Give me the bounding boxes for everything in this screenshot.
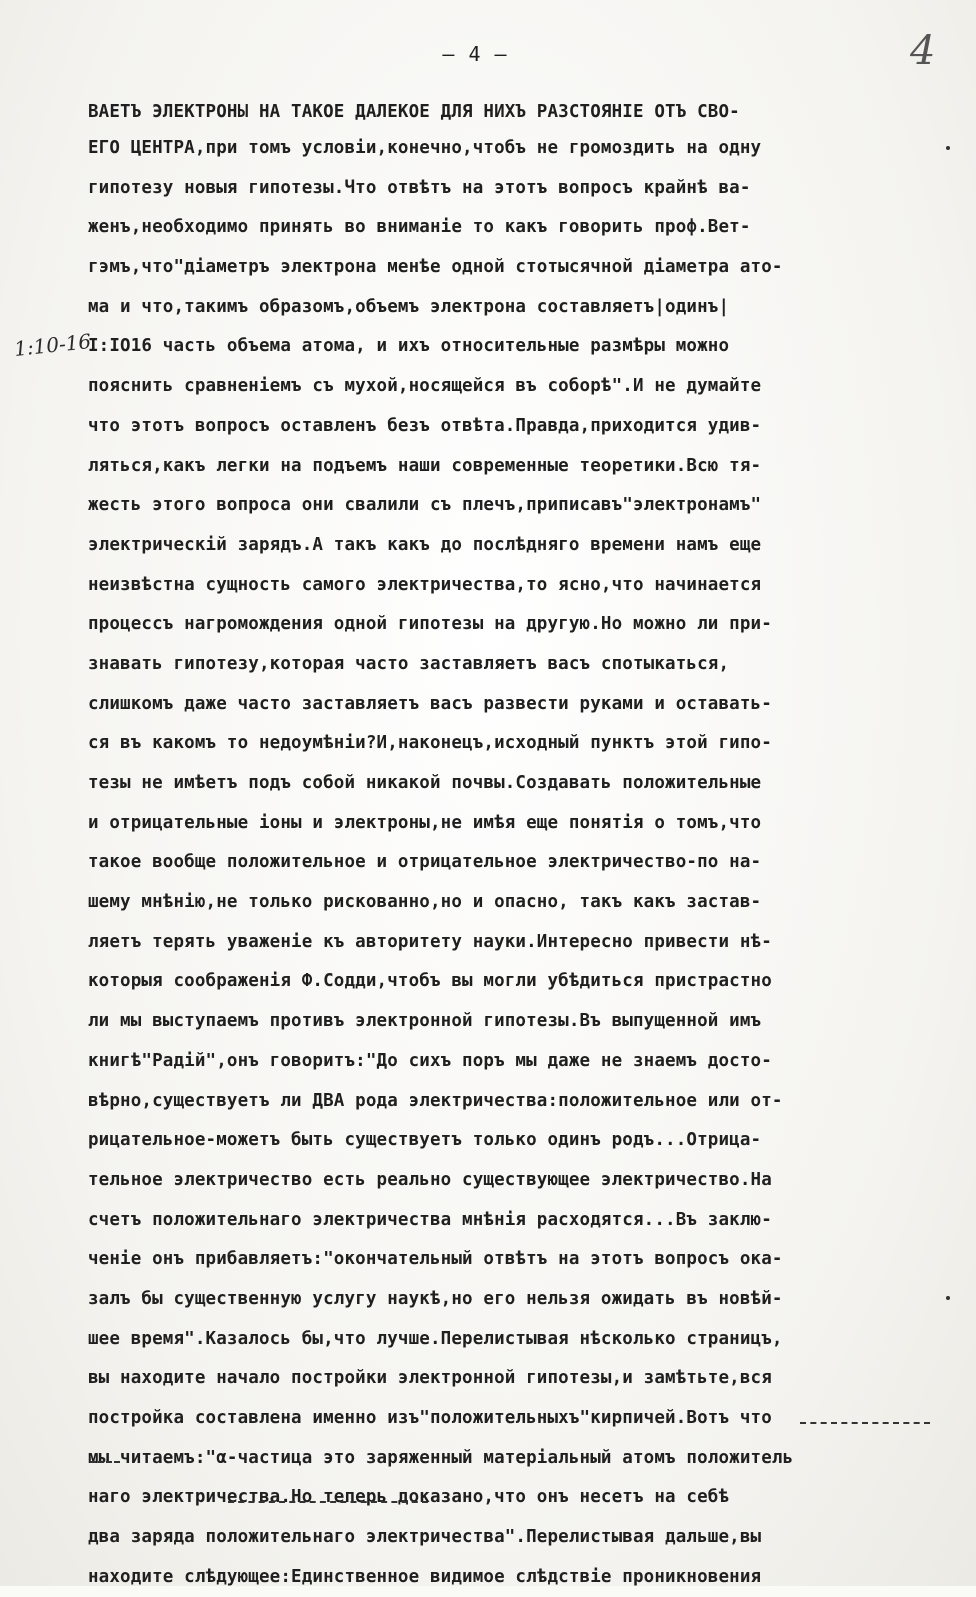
text-line: такое вообще положительное и отрицательное электричество-по на- xyxy=(88,852,762,873)
text-line: ВАЕТЪ ЭЛЕКТРОНЫ НА ТАКОЕ ДАЛЕКОЕ ДЛЯ НИХЪ РАЗСТОЯНIЕ ОТЪ СВО- xyxy=(88,102,740,122)
text-line: шему мнѣнiю,не только рискованно,но и опасно, такъ какъ застав- xyxy=(88,892,762,913)
ink-dot xyxy=(946,1296,950,1300)
text-line: находите слѣдующее:Единственное видимое слѣдствiе проникновения xyxy=(88,1566,762,1587)
text-line: ЕГО ЦЕНТРА,при томъ условiи,конечно,чтобъ не громоздить на одну xyxy=(88,138,762,158)
text-line: мы читаемъ:"α-частица это заряженный матерiальный атомъ положитель xyxy=(88,1447,794,1468)
text-line: ли мы выступаемъ противъ электронной гипотезы.Въ выпущенной имъ xyxy=(88,1011,762,1032)
text-line: наго электричества.Но теперь доказано,что онъ несетъ на себѣ xyxy=(88,1487,730,1508)
text-line: постройка составлена именно изъ"положительныхъ"кирпичей.Вотъ что xyxy=(88,1408,772,1428)
handwritten-margin-note: 1:10-16 xyxy=(12,329,93,361)
dashed-underline xyxy=(90,1461,120,1463)
text-line: ченiе онъ прибавляетъ:"окончательный отвѣтъ на этотъ вопросъ ока- xyxy=(88,1249,783,1270)
text-line: счетъ положительнаго электричества мнѣнiя расходятся...Въ заклю- xyxy=(88,1209,772,1230)
text-line: вы находите начало постройки электронной гипотезы,и замѣтьте,вся xyxy=(88,1368,772,1389)
text-line: ляетъ терять уваженiе къ авторитету науки.Интересно привести нѣ- xyxy=(88,931,772,952)
text-line: книгѣ"Радiй",онъ говоритъ:"До сихъ поръ мы даже не знаемъ досто- xyxy=(88,1050,772,1071)
text-line: залъ бы существенную услугу наукѣ,но его нельзя ожидать въ новѣй- xyxy=(88,1288,783,1309)
text-line: гэмъ,что"дiаметръ электрона менѣе одной стотысячной дiаметра ато- xyxy=(88,257,783,278)
text-line: рицательное-можетъ быть существуетъ только одинъ родъ...Отрица- xyxy=(88,1130,762,1151)
text-line: ся въ какомъ то недоумѣнiи?И,наконецъ,исходный пунктъ этой гипо- xyxy=(88,733,772,754)
page-number: – 4 – xyxy=(442,42,508,66)
text-line: тельное электричество есть реально существующее электричество.На xyxy=(88,1169,772,1190)
ink-dot xyxy=(946,146,950,150)
text-line: женъ,необходимо принять во вниманiе то какъ говорить проф.Вет- xyxy=(88,217,751,238)
dashed-underline xyxy=(800,1422,930,1424)
text-line: тезы не имѣетъ подъ собой никакой почвы.Создавать положительные xyxy=(88,773,762,793)
text-line: пояснить сравненiемъ съ мухой,носящейся въ соборѣ".И не думайте xyxy=(88,376,762,397)
text-line: два заряда положительнаго электричества".Перелистывая дальше,вы xyxy=(88,1527,762,1548)
text-line: гипотезу новыя гипотезы.Что отвѣтъ на этотъ вопросъ крайнѣ ва- xyxy=(88,177,751,198)
dashed-underline xyxy=(228,1501,428,1503)
text-line: электрическiй зарядъ.А такъ какъ до послѣдняго времени намъ еще xyxy=(88,534,762,555)
text-line: вѣрно,существуетъ ли ДВА рода электричества:положительное или от- xyxy=(88,1090,783,1111)
typewritten-text xyxy=(88,96,938,1597)
text-line: I:IO16 часть объема атома, и ихъ относительные размѣры можно xyxy=(88,336,730,357)
text-line: ляться,какъ легки на подъемъ наши современные теоретики.Всю тя- xyxy=(88,455,762,476)
text-line: что этотъ вопросъ оставленъ безъ отвѣта.Правда,приходится удив- xyxy=(88,415,762,436)
text-line: шее время".Казалось бы,что лучше.Перелистывая нѣсколько страницъ, xyxy=(88,1328,783,1349)
text-line: жесть этого вопроса они свалили съ плечъ,приписавъ"электронамъ" xyxy=(88,495,762,516)
text-line: и отрицательные iоны и электроны,не имѣя еще понятiя о томъ,что xyxy=(88,812,762,833)
text-line: которыя соображенiя Ф.Содди,чтобъ вы могли убѣдиться пристрастно xyxy=(88,971,772,992)
text-line: ма и что,такимъ образомъ,объемъ электрона составляетъ|одинъ| xyxy=(88,296,730,317)
text-line: процессъ нагромождения одной гипотезы на другую.Но можно ли при- xyxy=(88,614,772,635)
text-line: неизвѣстна сущность самого электричества,то ясно,что начинается xyxy=(88,574,762,595)
text-line: слишкомъ даже часто заставляетъ васъ развести руками и оставать- xyxy=(88,693,772,714)
handwritten-page-mark: 4 xyxy=(910,28,936,74)
text-line: знавать гипотезу,которая часто заставляетъ васъ спотыкаться, xyxy=(88,653,730,674)
